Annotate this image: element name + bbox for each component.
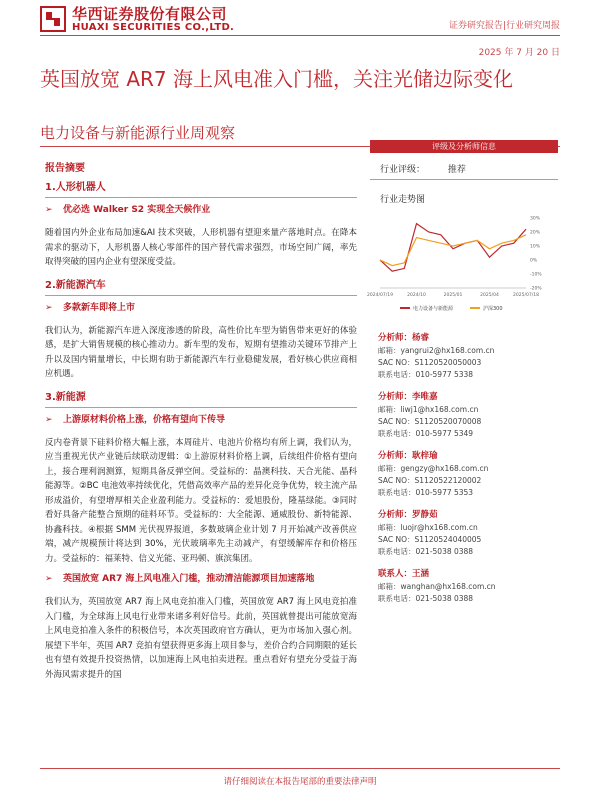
section-divider — [45, 295, 357, 296]
header-divider — [40, 35, 560, 36]
report-type: 证券研究报告|行业研究周报 — [448, 21, 560, 31]
abstract-heading: 报告摘要 — [45, 163, 85, 174]
section-heading: 2.新能源汽车 — [45, 279, 106, 291]
sidebar-divider — [370, 179, 558, 180]
bullet-text: 上游原材料价格上涨，价格有望向下传导 — [63, 414, 226, 425]
bullet-point — [45, 203, 357, 217]
rating-label: 行业评级： — [380, 165, 426, 175]
bullet-point — [45, 301, 357, 315]
analyst-phone: 联系电话：021-5038 0388 — [378, 547, 474, 556]
bullet-point — [45, 572, 357, 586]
trend-chart-title: 行业走势图 — [380, 195, 426, 205]
x-tick-label: 2025/07/18 — [513, 293, 539, 298]
y-tick-label: -20% — [530, 286, 542, 292]
analyst-card — [378, 450, 558, 499]
analyst-sac: SAC NO：S1120520070008 — [378, 417, 482, 426]
legend-label: 电力设备与新能源 — [413, 306, 454, 312]
brand-name-cn: 华西证券股份有限公司 — [72, 5, 228, 23]
arrow-bullet-icon: ➢ — [45, 205, 53, 215]
report-date: 2025 年 7 月 20 日 — [478, 48, 560, 58]
industry-rating — [370, 161, 558, 179]
analyst-name: 分析师：杨睿 — [378, 333, 430, 343]
footer-divider — [40, 768, 560, 769]
legend-label: 沪深300 — [483, 306, 503, 312]
analyst-email[interactable]: 邮箱：gengzy@hx168.com.cn — [378, 464, 489, 473]
bullet-text: 多款新车即将上市 — [63, 302, 136, 313]
analyst-list — [370, 332, 558, 605]
rating-value: 推荐 — [447, 165, 466, 175]
analyst-card — [378, 332, 558, 381]
section-divider — [45, 197, 357, 198]
analyst-name: 分析师：李唯嘉 — [378, 392, 438, 402]
analyst-name: 分析师：耿梓瑜 — [378, 451, 438, 461]
contact-name: 联系人：王涵 — [378, 569, 430, 579]
industry-trend-chart — [367, 212, 558, 322]
bullet-text: 英国放宽 AR7 海上风电准入门槛，推动清洁能源项目加速落地 — [63, 574, 315, 584]
section-heading: 1.人形机器人 — [45, 182, 106, 193]
analyst-phone: 联系电话：010-5977 5353 — [378, 488, 474, 497]
arrow-bullet-icon: ➢ — [45, 574, 53, 584]
analyst-sac: SAC NO：S1120524040005 — [378, 535, 482, 544]
abstract-column — [45, 160, 357, 688]
y-tick-label: 20% — [530, 230, 541, 236]
rating-analyst-banner: 评级及分析师信息 — [370, 140, 558, 153]
contact-email[interactable]: 邮箱：wanghan@hx168.com.cn — [378, 582, 496, 591]
report-subtitle: 电力设备与新能源行业周观察 — [40, 124, 236, 142]
arrow-bullet-icon: ➢ — [45, 414, 53, 425]
paragraph: 随着国内外企业布局加速&AI 技术突破，人形机器有望迎来量产落地时点。在降本需求的驱动下，人形机器人核心零部件的国产替代需求强烈，市场空间广阔，率先取得突破的国内企业有望深度受益。 — [45, 228, 357, 267]
contact-phone: 联系电话：021-5038 0388 — [378, 594, 474, 603]
x-tick-label: 2024/10 — [407, 293, 426, 298]
paragraph: 我们认为，英国放宽 AR7 海上风电竞拍准入门槛，英国放宽 AR7 海上风电竞拍准入门槛，为全球海上风电行业带来诸多利好信号。此前，英国就曾提出可能放宽海上风电竞拍准入条件的积极信号，本次英国政府官方确认，更为市场加入强心剂。展望下半年，英国 AR7 竞拍有望获得更多海上项目参与，差价合约合同期限的延长也有望有效提升投资热情，以加速海上风电拍卖进程。重点看好有望充分受益于海外海风需求提升的国 — [45, 597, 357, 680]
analyst-phone: 联系电话：010-5977 5349 — [378, 429, 474, 438]
y-tick-label: 0% — [530, 258, 538, 264]
paragraph: 我们认为，新能源汽车进入深度渗透的阶段，高性价比车型为销售带来更好的体验感，是扩大销售规模的核心推动力。新车型的发布，短期有望推动关键环节排产上升以及国内销量增长，中长期有助于新能源汽车行业稳健发展，看好核心供应商相应机遇。 — [45, 325, 357, 379]
section-heading: 3.新能源 — [45, 391, 86, 403]
analyst-phone: 联系电话：010-5977 5338 — [378, 370, 474, 379]
x-tick-label: 2025/04 — [480, 293, 499, 298]
analyst-card — [378, 509, 558, 558]
sidebar — [367, 140, 558, 615]
legal-notice: 请仔细阅读在本报告尾部的重要法律声明 — [223, 777, 377, 787]
y-tick-label: 30% — [530, 216, 541, 222]
section-robotics — [45, 178, 357, 270]
analyst-card — [378, 391, 558, 440]
analyst-sac: SAC NO：S1120522120002 — [378, 476, 482, 485]
series-line-1 — [380, 224, 526, 272]
bullet-point — [45, 413, 357, 427]
brand-name-en: HUAXI SECURITIES CO.,LTD. — [72, 22, 235, 33]
series-line-2 — [380, 235, 526, 266]
contact-card — [378, 568, 558, 605]
analyst-sac: SAC NO：S1120520050003 — [378, 358, 482, 367]
report-title: 英国放宽 AR7 海上风电准入门槛，关注光储边际变化 — [40, 67, 514, 91]
x-tick-label: 2025/01 — [443, 293, 463, 298]
analyst-email[interactable]: 邮箱：luojr@hx168.com.cn — [378, 523, 478, 532]
analyst-email[interactable]: 邮箱：yangrui2@hx168.com.cn — [378, 346, 495, 355]
paragraph: 反内卷背景下硅料价格大幅上涨，本周硅片、电池片价格均有所上调，我们认为，应当重视光伏产业链后续联动逻辑：①上游原材料价格上调，后续组件价格有望向上，接合理利润测算，短期具备反弹空间。受益标的：晶澳科技、天合光能、晶科能源等。②BC 电池效率持续优化，凭借高效率产品的差异化竞争优势，较主流产品形成溢价，有望增厚相关企业盈利能力。受益标的：爱旭股份，隆基绿能。③同时看好具备产能整合预期的硅料环节。受益标的：大全能源、通威股份、新特能源、协鑫科技。④根据 SMM 光伏视界报道，多数玻璃企业计划 7 月开始减产改善供应端，减产规模预计将达到 30%，光伏玻璃率先主动减产，有望缓解库存和价格压力。受益标的：福莱特、信义光能、亚玛顿、旗滨集团。 — [45, 437, 357, 564]
huaxi-logo-icon — [40, 6, 66, 32]
y-tick-label: -10% — [530, 272, 542, 278]
section-nev — [45, 276, 357, 382]
x-tick-label: 2024/07/19 — [367, 293, 393, 298]
bullet-text: 优必选 Walker S2 实现全天候作业 — [63, 205, 211, 215]
section-new-energy — [45, 388, 357, 683]
analyst-name: 分析师：罗静茹 — [378, 510, 438, 520]
arrow-bullet-icon: ➢ — [45, 302, 53, 313]
analyst-email[interactable]: 邮箱：liwj1@hx168.com.cn — [378, 405, 479, 414]
y-tick-label: 10% — [530, 244, 541, 250]
section-divider — [45, 407, 357, 408]
